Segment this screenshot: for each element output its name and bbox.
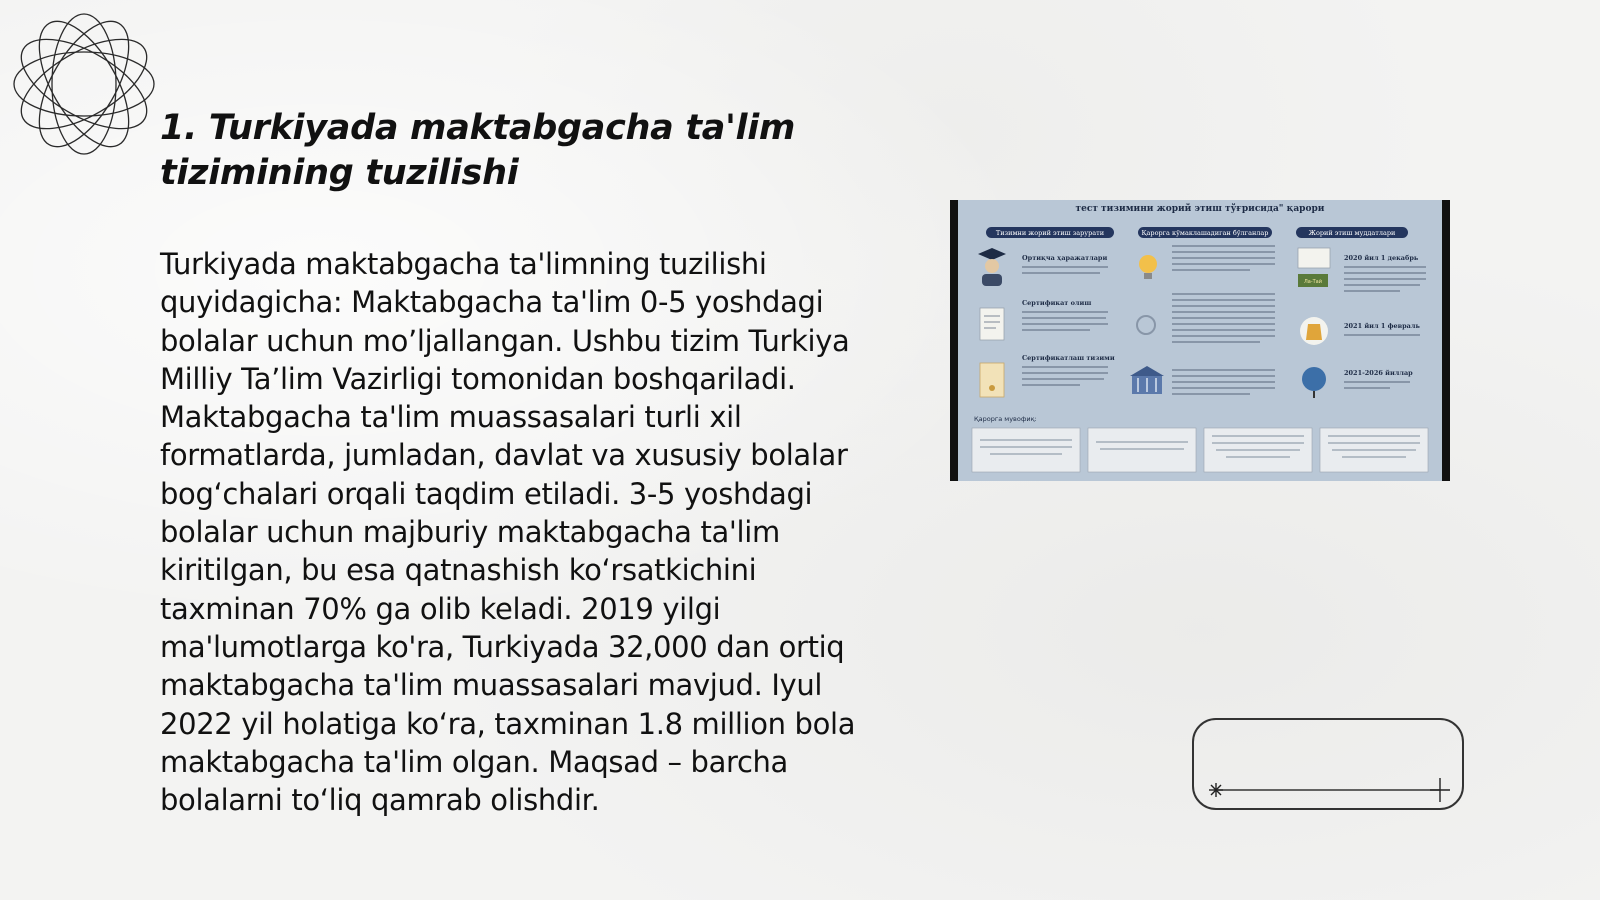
infographic-column-header: Жорий этиш муддатлари <box>1308 229 1396 237</box>
sparkle-line-icon <box>1194 720 1466 812</box>
slide-title: 1. Turkiyada maktabgacha ta'lim tizimining tuzilishi <box>160 108 796 193</box>
slide-body-text: Turkiyada maktabgacha ta'limning tuzilishi quyidagicha: Maktabgacha ta'lim 0-5 yoshdagi bolalar uchun mo’ljallangan. Ushbu tizim Turkiya Milliy Ta’lim Vazirligi tomonidan boshqariladi. Maktabgacha ta'lim muassasalari turli xil formatlarda, jumladan, davlat va xususiy bolalar bog‘chalari orqali taqdim etiladi. 3-5 yoshdagi bolalar uchun majburiy maktabgacha ta'lim kiritilgan, bu esa qatnashish ko‘rsatkichini taxminan 70% ga olib keladi. 2019 yilgi ma'lumotlarga ko'ra, Turkiyada 32,000 dan ortiq maktabgacha ta'lim muassasalari mavjud. Iyul 2022 yil holatiga ko‘ra, taxminan 1.8 million bola maktabgacha ta'lim olgan. Maqsad – barcha bolalarni to‘liq qamrab olishdir. <box>160 247 856 818</box>
certificate-icon <box>980 308 1004 340</box>
book-icon <box>1298 248 1330 287</box>
infographic-svg <box>950 200 1450 481</box>
decorative-line-frame <box>1192 718 1464 810</box>
document-icon <box>980 363 1004 397</box>
lab-flask-icon <box>1300 317 1328 345</box>
infographic-column-header: Қарорга кўмаклашадиган бўлганлар <box>1141 229 1269 237</box>
infographic-left-item: Сертификат олиш <box>1022 299 1092 307</box>
infographic-right-item: 2021 йил 1 февраль <box>1344 322 1420 330</box>
infographic-left-item: Ортиқча ҳаражатлари <box>1022 254 1108 262</box>
infographic-footer-label: Қарорга мувофиқ: <box>974 415 1037 423</box>
infographic-right-item: 2021-2026 йиллар <box>1344 369 1413 377</box>
badge-text: Ла-Тай <box>1304 279 1322 285</box>
infographic-heading: тест тизимини жорий этиш тўғрисида" қарори <box>1075 204 1325 214</box>
infographic-image <box>950 200 1450 481</box>
infographic-column-header: Тизимни жорий этиш зарурати <box>995 229 1105 237</box>
decorative-rings-icon <box>10 10 158 158</box>
infographic-left-item: Сертификатлаш тизими <box>1022 354 1115 362</box>
infographic-right-item: 2020 йил 1 декабрь <box>1344 254 1419 262</box>
